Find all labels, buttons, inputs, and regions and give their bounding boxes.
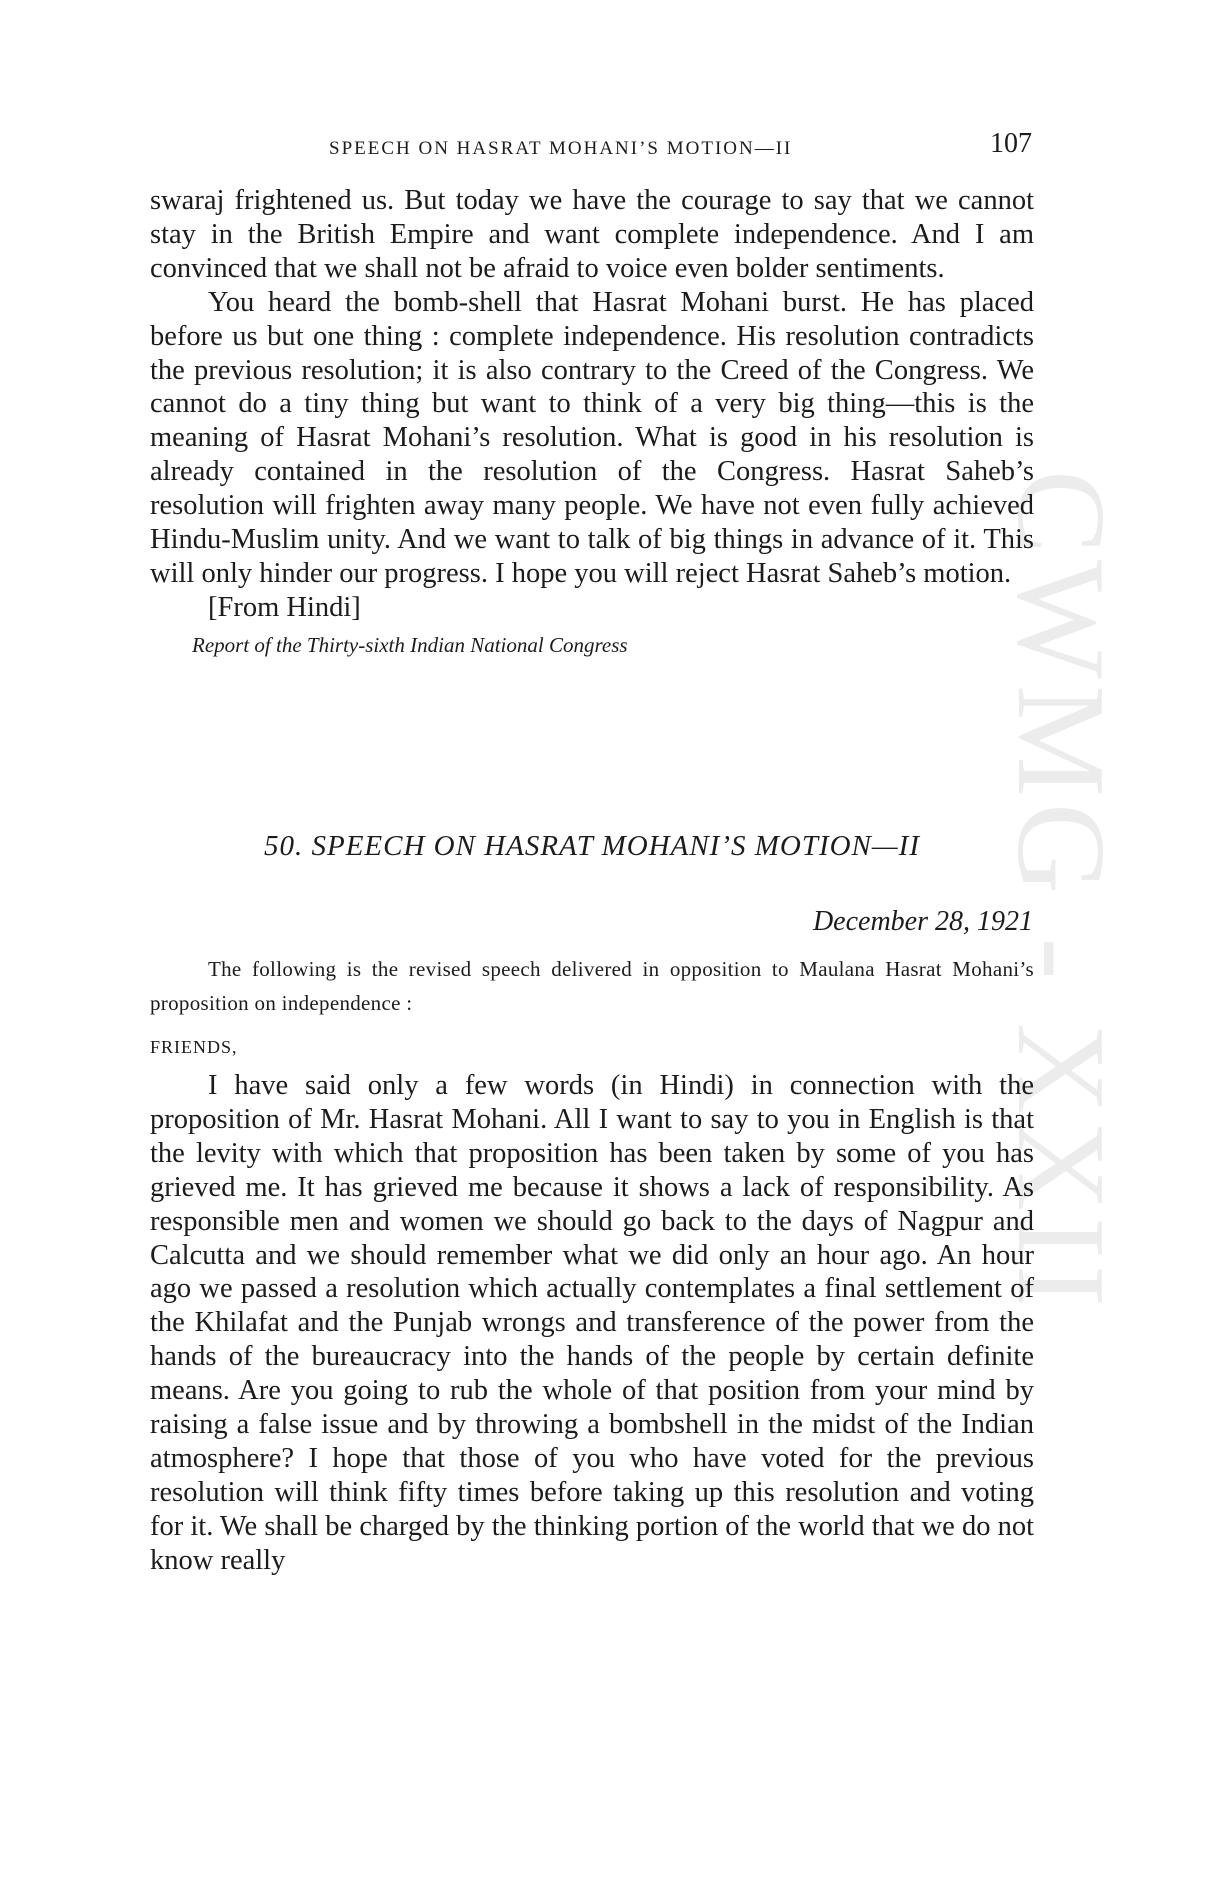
speech-body bbox=[150, 1069, 1034, 1578]
page-number: 107 bbox=[990, 128, 1032, 159]
paragraph: swaraj frightened us. But today we have the courage to say that we cannot stay in the British Empire and want complete independence. And I am convinced that we shall not be afraid to voice even bolder sentiments. bbox=[150, 185, 1034, 284]
running-head: SPEECH ON HASRAT MOHANI’S MOTION—II bbox=[329, 138, 793, 159]
salutation: FRIENDS, bbox=[150, 1037, 238, 1057]
translation-note: [From Hindi] bbox=[208, 591, 361, 623]
speech-date: December 28, 1921 bbox=[812, 906, 1033, 937]
paragraph: You heard the bomb-shell that Hasrat Mohani burst. He has placed before us but one thing : complete independence. His resolution contradicts the previous resolution; it is also contrary to the Creed of the Congress. We cannot do a tiny thing but want to think of a very big thing—this is the meaning of Hasrat Mohani’s resolution. What is good in his resolution is already contained in the resolution of the Congress. Hasrat Saheb’s resolution will frighten away many people. We have not even fully achieved Hindu-Muslim unity. And we want to talk of big things in advance of it. This will only hinder our progress. I hope you will reject Hasrat Saheb’s motion. bbox=[150, 286, 1034, 589]
page-header bbox=[154, 128, 1034, 168]
source-citation: Report of the Thirty-sixth Indian National Congress bbox=[192, 632, 628, 657]
section-title: 50. SPEECH ON HASRAT MOHANI’S MOTION—II bbox=[263, 830, 920, 862]
paragraph: I have said only a few words (in Hindi) in connection with the proposition of Mr. Hasrat Mohani. All I want to say to you in English is that the levity with which that proposition has been taken by some of you has grieved me. It has grieved me because it shows a lack of responsibility. As responsible men and women we should go back to the days of Nagpur and Calcutta and we should remember what we did only an hour ago. An hour ago we passed a resolution which actually contemplates a final settlement of the Khilafat and the Punjab wrongs and transference of the power from the hands of the bureaucracy into the hands of the people by certain definite means. Are you going to rub the whole of that position from your mind by raising a false issue and by throwing a bombshell in the midst of the Indian atmosphere? I hope that those of you who have voted for the previous resolution will think fifty times before taking up this resolution and voting for it. We shall be charged by the thinking portion of the world that we do not know really bbox=[150, 1070, 1034, 1576]
watermark-text: CWMG - XXII bbox=[991, 470, 1130, 1313]
intro-text: The following is the revised speech delivered in opposition to Maulana Hasrat Mohani’s proposition on independence : bbox=[150, 957, 1034, 1015]
intro-note bbox=[150, 952, 1034, 1020]
continuation-text bbox=[150, 184, 1034, 665]
